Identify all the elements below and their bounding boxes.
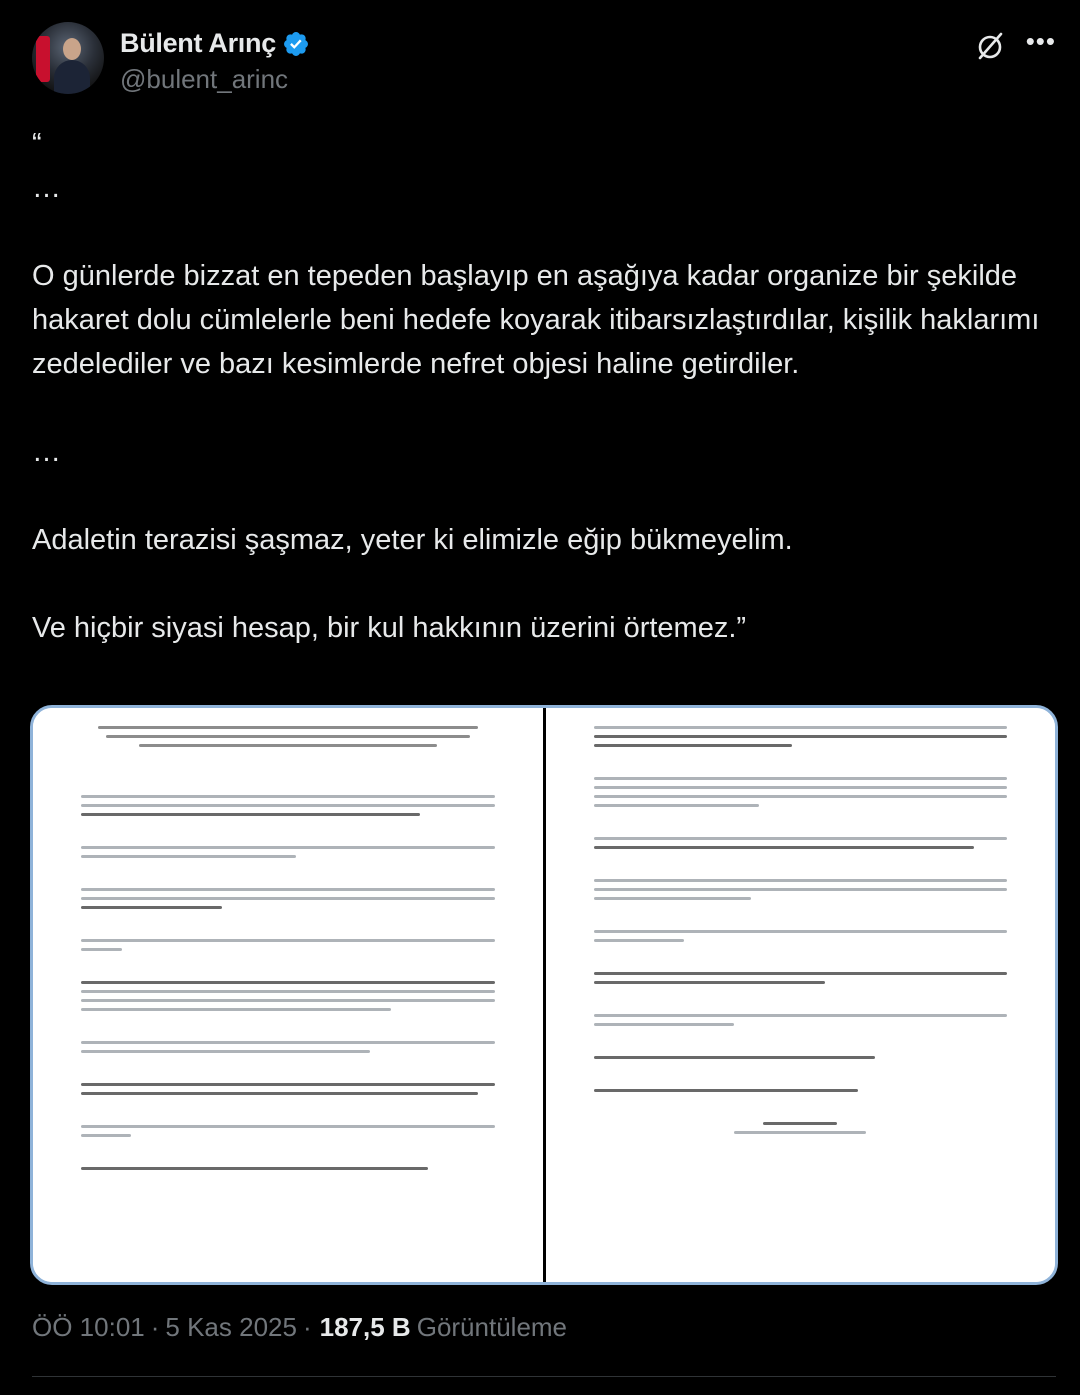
document-paragraph-gap <box>81 1101 495 1119</box>
document-text-line <box>81 1167 428 1170</box>
document-paragraph-gap <box>81 864 495 882</box>
meta-dot: · <box>302 1312 312 1342</box>
document-text-line <box>81 795 495 798</box>
document-text-line <box>81 1083 495 1086</box>
document-paragraph-gap <box>81 771 495 789</box>
document-page-left <box>33 708 543 1282</box>
document-text-line <box>594 846 974 849</box>
document-text-line <box>81 897 495 900</box>
document-text-line <box>594 1023 735 1026</box>
document-text-line <box>81 1041 495 1044</box>
document-text-line <box>594 879 1008 882</box>
document-text-line <box>594 795 1008 798</box>
document-text-line <box>594 804 759 807</box>
tweet-time[interactable]: ÖÖ 10:01 <box>32 1312 145 1342</box>
author-name-row <box>120 28 310 59</box>
tweet-header <box>32 22 1056 102</box>
tweet-meta <box>32 1312 567 1343</box>
document-text-line <box>81 939 495 942</box>
document-paragraph-gap <box>594 1032 1008 1050</box>
document-text-line <box>594 1014 1008 1017</box>
document-text-line <box>763 1122 837 1125</box>
document-text-line <box>81 855 296 858</box>
meta-dot: · <box>150 1312 160 1342</box>
view-count: 187,5 B <box>319 1312 411 1342</box>
document-paragraph-gap <box>81 1143 495 1161</box>
document-text-line <box>81 990 495 993</box>
document-text-line <box>81 1134 131 1137</box>
document-paragraph-gap <box>594 855 1008 873</box>
document-paragraph-gap <box>81 915 495 933</box>
document-text-line <box>106 735 470 738</box>
document-text-line <box>594 972 1008 975</box>
more-icon[interactable]: ••• <box>1025 26 1056 56</box>
document-paragraph-gap <box>594 1098 1008 1116</box>
document-text-line <box>594 939 685 942</box>
document-text-line <box>81 906 222 909</box>
divider <box>32 1376 1056 1377</box>
document-text-line <box>594 897 751 900</box>
document-paragraph-gap <box>81 957 495 975</box>
document-text-line <box>594 744 792 747</box>
flag-shape <box>36 36 50 82</box>
document-text-line <box>81 948 122 951</box>
tweet-text: “ … O günlerde bizzat en tepeden başlayıp en aşağıya kadar organize bir şekilde hakaret dolu cümlelerle beni hedefe koyarak itibarsızlaştırdılar, kişilik haklarımı zedelediler ve bazı kesimlerde nefret objesi haline getirdiler. … Adaletin terazisi şaşmaz, yeter ki elimizle eğip bükmeyelim. Ve hiçbir siyasi hesap, bir kul hakkının üzerini örtemez.” <box>32 128 1040 644</box>
grok-icon[interactable] <box>974 30 1006 62</box>
document-text-line <box>594 837 1008 840</box>
header-actions <box>974 26 1056 62</box>
document-text-line <box>81 1050 370 1053</box>
document-text-line <box>81 1125 495 1128</box>
document-text-line <box>594 726 1008 729</box>
author-name[interactable]: Bülent Arınç <box>120 28 276 58</box>
document-paragraph-gap <box>594 948 1008 966</box>
document-text-line <box>594 930 1008 933</box>
document-text-line <box>594 1089 859 1092</box>
document-text-line <box>594 786 1008 789</box>
document-paragraph-gap <box>81 1059 495 1077</box>
document-text-line <box>81 888 495 891</box>
document-text-line <box>81 804 495 807</box>
document-paragraph-gap <box>81 1017 495 1035</box>
document-text-line <box>594 888 1008 891</box>
document-text-line <box>81 1092 478 1095</box>
document-paragraph-gap <box>594 1065 1008 1083</box>
verified-badge-icon <box>282 30 310 58</box>
view-count-label: Görüntüleme <box>416 1312 568 1342</box>
document-text-line <box>734 1131 866 1134</box>
document-paragraph-gap <box>81 753 495 771</box>
avatar[interactable] <box>32 22 104 94</box>
document-text-line <box>81 813 420 816</box>
document-text-line <box>98 726 478 729</box>
author-handle[interactable]: @bulent_arinc <box>120 64 289 94</box>
document-text-line <box>139 744 437 747</box>
document-text-line <box>594 735 1008 738</box>
tweet-date[interactable]: 5 Kas 2025 <box>165 1312 297 1342</box>
document-text-line <box>594 981 826 984</box>
attached-image[interactable] <box>30 705 1058 1285</box>
document-paragraph-gap <box>594 990 1008 1008</box>
document-text-line <box>594 1056 875 1059</box>
document-paragraph-gap <box>594 753 1008 771</box>
document-text-line <box>81 846 495 849</box>
document-text-line <box>594 777 1008 780</box>
document-page-right <box>546 708 1056 1282</box>
document-paragraph-gap <box>81 822 495 840</box>
document-text-line <box>81 1008 391 1011</box>
avatar-body-shape <box>54 60 90 94</box>
document-paragraph-gap <box>594 813 1008 831</box>
document-paragraph-gap <box>594 906 1008 924</box>
document-text-line <box>81 981 495 984</box>
avatar-head-shape <box>63 38 81 60</box>
document-text-line <box>81 999 495 1002</box>
